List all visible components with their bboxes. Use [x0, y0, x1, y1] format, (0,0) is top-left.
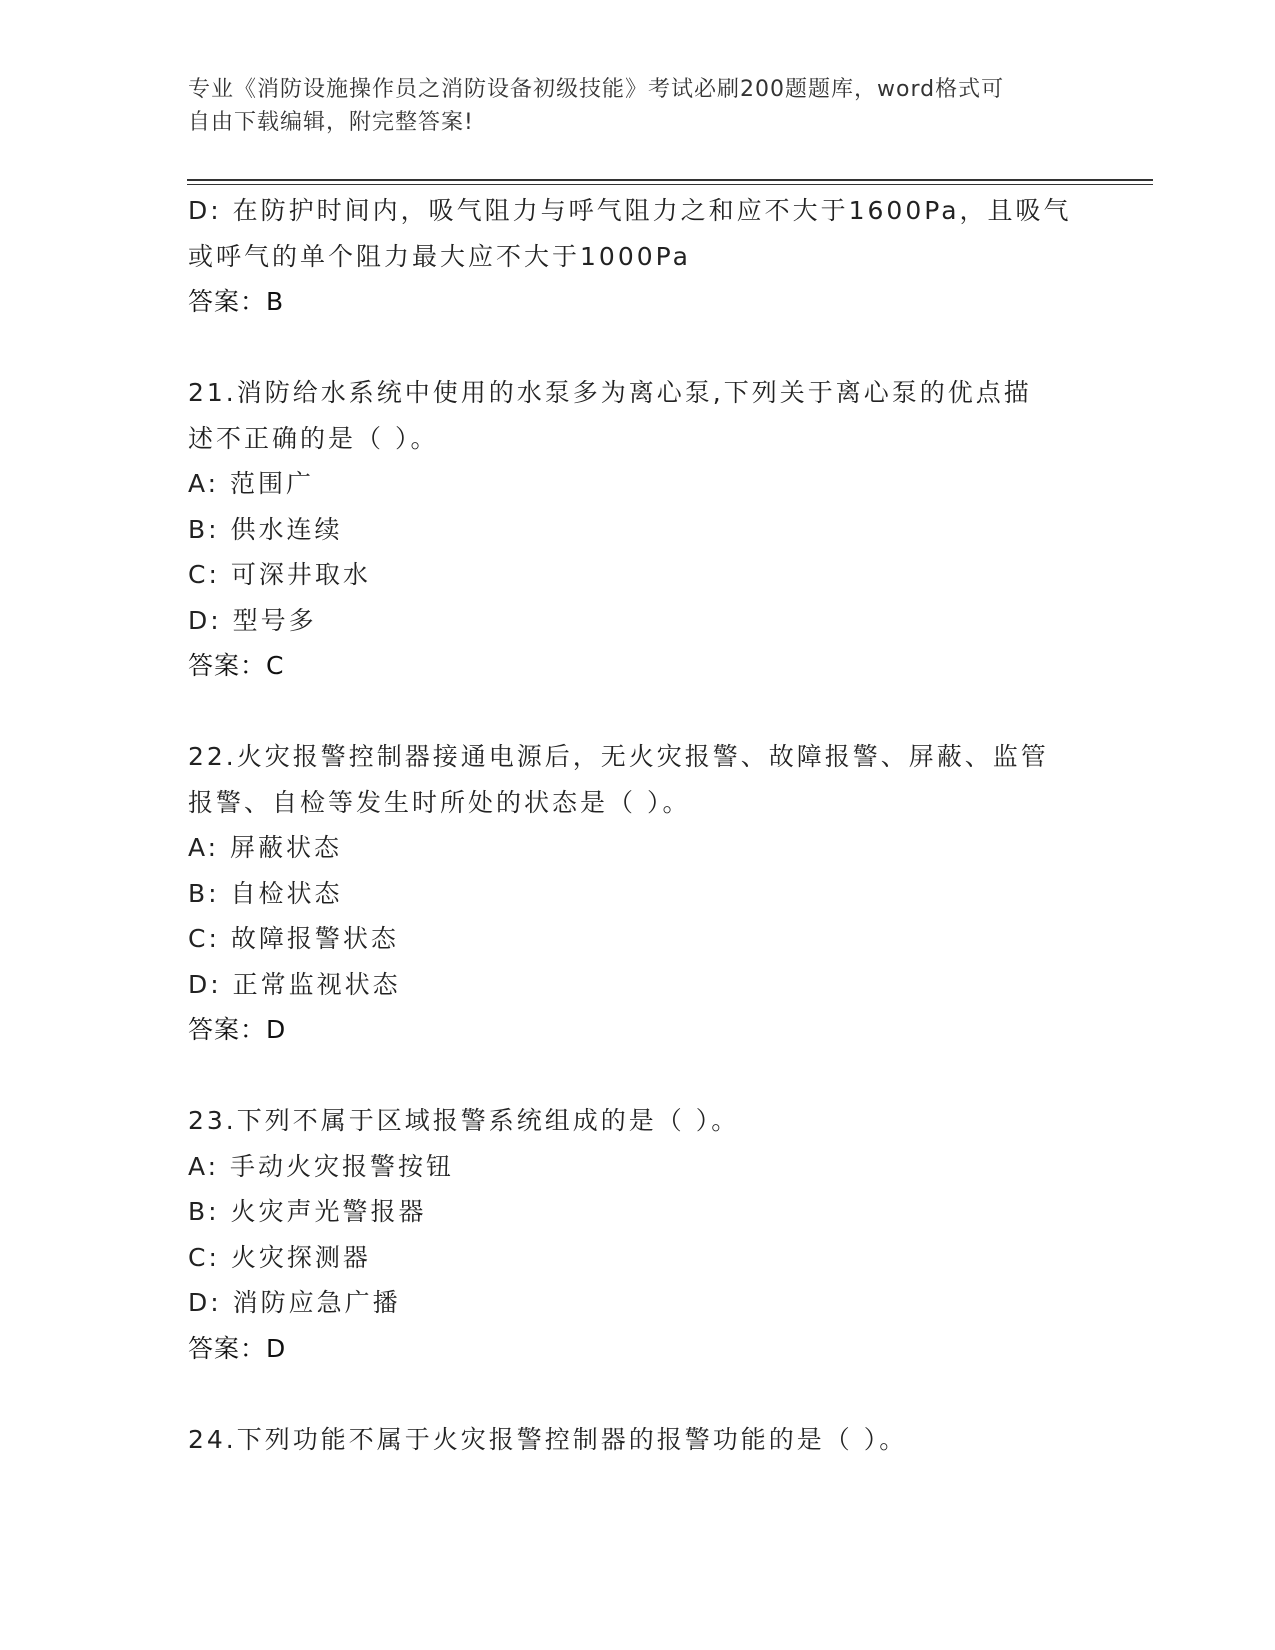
option-c: C: 可深井取水	[188, 560, 371, 589]
option-d-line-1: D: 在防护时间内，吸气阻力与呼气阻力之和应不大于1600Pa，且吸气	[188, 196, 1072, 225]
question-23	[188, 1098, 1088, 1371]
question-24	[188, 1417, 1088, 1463]
spacer	[188, 1053, 1088, 1099]
answer: 答案：D	[188, 1333, 287, 1363]
question-stem-line-1: 21.消防给水系统中使用的水泵多为离心泵,下列关于离心泵的优点描	[188, 378, 1032, 407]
option-d: D: 型号多	[188, 605, 317, 635]
answer: 答案：B	[188, 287, 285, 316]
option-d: D: 正常监视状态	[188, 969, 401, 999]
document-header	[188, 73, 1068, 139]
question-21	[188, 370, 1088, 689]
header-divider-thick	[187, 179, 1153, 181]
option-c: C: 故障报警状态	[188, 924, 399, 953]
option-b: B: 自检状态	[188, 878, 343, 908]
question-stem-line-2: 报警、自检等发生时所处的状态是（ ）。	[188, 787, 691, 817]
question-22	[188, 734, 1088, 1053]
option-a: A: 范围广	[188, 469, 315, 498]
question-20-continuation	[188, 188, 1088, 325]
option-d-line-2: 或呼气的单个阻力最大应不大于1000Pa	[188, 241, 691, 271]
question-stem-line-2: 述不正确的是（ ）。	[188, 423, 439, 453]
header-line-1: 专业《消防设施操作员之消防设备初级技能》考试必刷200题题库，word格式可	[188, 77, 1005, 102]
question-list	[188, 188, 1088, 1462]
spacer	[188, 689, 1088, 735]
question-stem-line-1: 24.下列功能不属于火灾报警控制器的报警功能的是（ ）。	[188, 1424, 908, 1454]
header-line-2: 自由下载编辑，附完整答案!	[188, 110, 474, 135]
option-b: B: 供水连续	[188, 514, 343, 544]
header-divider-thin	[187, 184, 1153, 185]
option-b: B: 火灾声光警报器	[188, 1197, 427, 1226]
option-a: A: 手动火灾报警按钮	[188, 1151, 455, 1181]
question-stem-line-1: 23.下列不属于区域报警系统组成的是（ ）。	[188, 1106, 740, 1135]
spacer	[188, 1371, 1088, 1417]
question-stem-line-1: 22.火灾报警控制器接通电源后，无火灾报警、故障报警、屏蔽、监管	[188, 742, 1049, 771]
option-d: D: 消防应急广播	[188, 1288, 401, 1317]
answer: 答案：D	[188, 1015, 287, 1044]
spacer	[188, 325, 1088, 371]
option-a: A: 屏蔽状态	[188, 833, 343, 862]
option-c: C: 火灾探测器	[188, 1242, 371, 1272]
answer: 答案：C	[188, 651, 285, 680]
